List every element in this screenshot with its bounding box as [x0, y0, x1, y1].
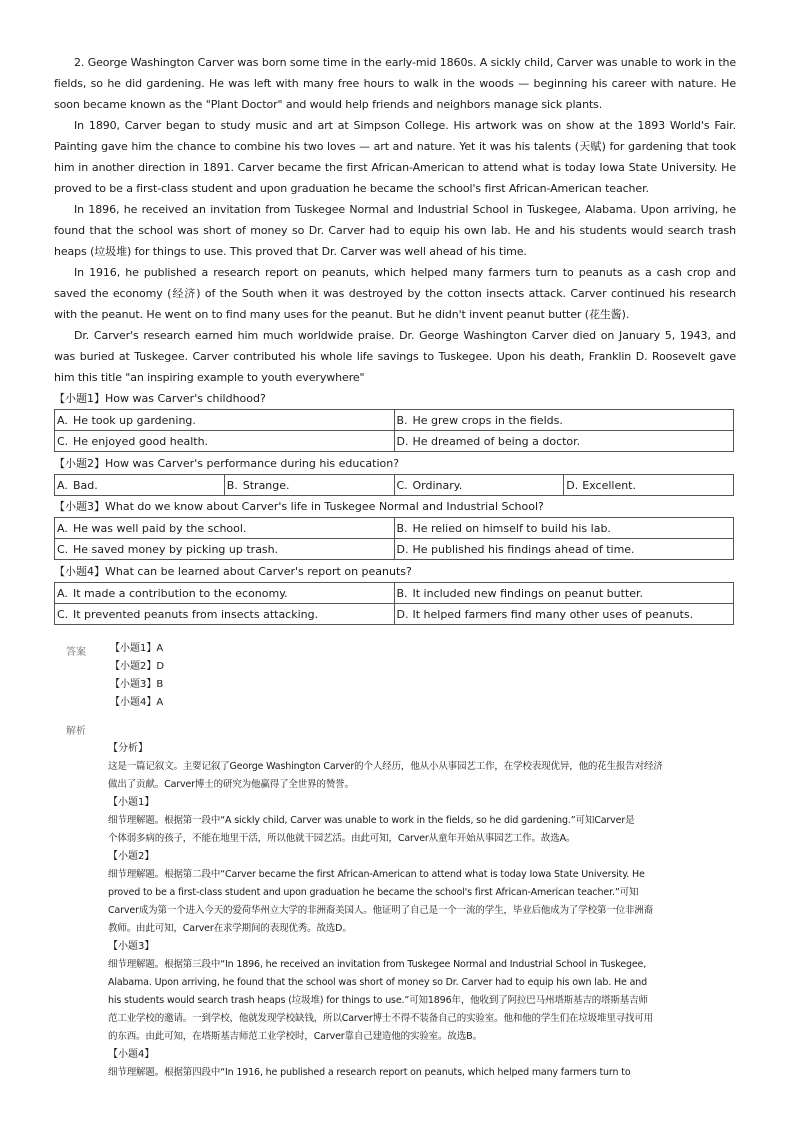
- question-title: 【小题3】What do we know about Carver's life in Tuskegee Normal and Industrial School?: [54, 500, 544, 513]
- analysis-line: 细节理解题。根据第二段中“Carver became the first African-American to attend what is today Iowa State University. He: [108, 869, 645, 880]
- analysis-line: 个体弱多病的孩子，不能在地里干活，所以他就干园艺活。由此可知，Carver从童年开始从事园艺工作。故选A。: [108, 833, 576, 844]
- option-d[interactable]: D. Excellent.: [564, 475, 734, 496]
- analysis-label: 解析: [66, 726, 86, 737]
- reading-passage: [54, 52, 736, 388]
- analysis-heading: 【分析】: [108, 743, 148, 754]
- analysis-line: 的东西。由此可知，在塔斯基吉师范工业学校时，Carver靠自己建造他的实验室。故选B。: [108, 1031, 482, 1042]
- passage-paragraph: In 1896, he received an invitation from Tuskegee Normal and Industrial School in Tuskegee, Alabama. Upon arriving, he found that the school was short of money so Dr. Carver had to equip his own lab. He and his students would search trash heaps (垃圾堆) for things to use. This proved that Dr. Carver was well ahead of his time.: [54, 203, 736, 258]
- analysis-line: 教师。由此可知，Carver在求学期间的表现优秀。故选D。: [108, 923, 352, 934]
- answer-line: 【小题3】B: [110, 679, 164, 690]
- analysis-line: Carver成为第一个进入今天的爱荷华州立大学的非洲裔美国人。他证明了自己是一个一流的学生，毕业后他成为了学校第一位非洲裔: [108, 905, 654, 916]
- option-a[interactable]: A. He was well paid by the school.: [55, 518, 395, 539]
- question-2: [54, 453, 734, 496]
- options-table: [54, 474, 734, 496]
- options-table: [54, 517, 734, 560]
- option-b[interactable]: B. He grew crops in the fields.: [394, 410, 734, 431]
- analysis-heading: 【小题1】: [108, 797, 155, 808]
- analysis-line: Alabama. Upon arriving, he found that the school was short of money so Dr. Carver had to equip his own lab. He and: [108, 977, 648, 988]
- question-title: 【小题1】How was Carver's childhood?: [54, 392, 266, 405]
- answer-line: 【小题4】A: [110, 697, 164, 708]
- option-d[interactable]: D. It helped farmers find many other uses of peanuts.: [394, 604, 734, 625]
- analysis-line: 范工业学校的邀请。一到学校，他就发现学校缺钱，所以Carver博士不得不装备自己的实验室。他和他的学生们在垃圾堆里寻找可用: [108, 1013, 654, 1024]
- option-c[interactable]: C. It prevented peanuts from insects attacking.: [55, 604, 395, 625]
- analysis-heading: 【小题4】: [108, 1049, 155, 1060]
- option-d[interactable]: D. He published his findings ahead of time.: [394, 539, 734, 560]
- analysis-line: 细节理解题。根据第三段中“In 1896, he received an invitation from Tuskegee Normal and Industrial School in Tuskegee,: [108, 959, 647, 970]
- option-b[interactable]: B. It included new findings on peanut butter.: [394, 583, 734, 604]
- analysis-line: his students would search trash heaps (垃圾堆) for things to use.”可知1896年，他收到了阿拉巴马州塔斯基吉的塔斯基吉师: [108, 995, 648, 1006]
- option-b[interactable]: B. He relied on himself to build his lab.: [394, 518, 734, 539]
- option-d[interactable]: D. He dreamed of being a doctor.: [394, 431, 734, 452]
- option-a[interactable]: A. It made a contribution to the economy.: [55, 583, 395, 604]
- answer-line: 【小题2】D: [110, 661, 165, 672]
- options-table: [54, 409, 734, 452]
- analysis-heading: 【小题2】: [108, 851, 155, 862]
- question-1: [54, 388, 734, 452]
- passage-paragraph: Dr. Carver's research earned him much worldwide praise. Dr. George Washington Carver died on January 5, 1943, and was buried at Tuskegee. Carver contributed his whole life savings to Tuskegee. Upon his death, Franklin D. Roosevelt gave him this title "an inspiring example to youth everywhere": [54, 329, 736, 384]
- option-a[interactable]: A. He took up gardening.: [55, 410, 395, 431]
- option-a[interactable]: A. Bad.: [55, 475, 225, 496]
- question-title: 【小题4】What can be learned about Carver's report on peanuts?: [54, 565, 412, 578]
- analysis-line: 细节理解题。根据第一段中“A sickly child, Carver was unable to work in the fields, so he did gardening.”可知Carver是: [108, 815, 635, 826]
- option-c[interactable]: C. Ordinary.: [394, 475, 564, 496]
- answer-line: 【小题1】A: [110, 643, 164, 654]
- question-4: [54, 561, 734, 625]
- question-title: 【小题2】How was Carver's performance during his education?: [54, 457, 400, 470]
- option-b[interactable]: B. Strange.: [224, 475, 394, 496]
- answer-label: 答案: [66, 647, 86, 658]
- analysis-line: 这是一篇记叙文。主要记叙了George Washington Carver的个人经历，他从小从事园艺工作，在学校表现优异，他的花生报告对经济: [108, 761, 663, 772]
- passage-paragraph: In 1916, he published a research report on peanuts, which helped many farmers turn to peanuts as a cash crop and saved the economy (经济) of the South when it was destroyed by the cotton insects attack. Carver continued his research with the peanut. He went on to find many uses for the peanut. But he didn't invent peanut butter (花生酱).: [54, 266, 736, 321]
- option-c[interactable]: C. He enjoyed good health.: [55, 431, 395, 452]
- answer-block: [110, 640, 164, 712]
- analysis-line: proved to be a first-class student and upon graduation he became the school's first African-American teacher.”可知: [108, 887, 639, 898]
- passage-paragraph: 2. George Washington Carver was born some time in the early-mid 1860s. A sickly child, Carver was unable to work in the fields, so he did gardening. He was left with many free hours to walk in the woods — beginning his career with nature. He soon became known as the "Plant Doctor" and would help friends and neighbors manage sick plants.: [54, 56, 736, 111]
- question-3: [54, 496, 734, 560]
- option-c[interactable]: C. He saved money by picking up trash.: [55, 539, 395, 560]
- analysis-heading: 【小题3】: [108, 941, 155, 952]
- analysis-line: 细节理解题。根据第四段中“In 1916, he published a research report on peanuts, which helped many farmers turn to: [108, 1067, 631, 1078]
- options-table: [54, 582, 734, 625]
- passage-paragraph: In 1890, Carver began to study music and art at Simpson College. His artwork was on show at the 1893 World's Fair. Painting gave him the chance to combine his two loves — art and nature. Yet it was his talents (天赋) for gardening that took him in another direction in 1891. Carver became the first African-American to attend what is today Iowa State University. He proved to be a first-class student and upon graduation he became the school's first African-American teacher.: [54, 119, 736, 195]
- analysis-line: 做出了贡献。Carver博士的研究为他赢得了全世界的赞誉。: [108, 779, 354, 790]
- analysis-block: [108, 740, 720, 1082]
